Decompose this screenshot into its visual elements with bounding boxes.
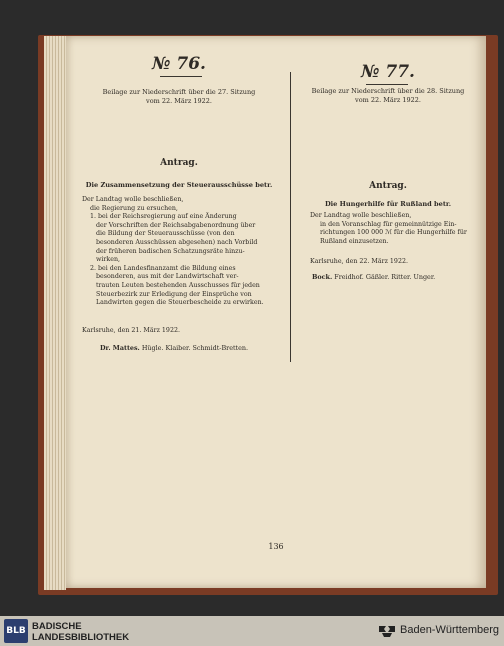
- body-line: besonderen Ausschüssen abgesehen) nach Vorbild: [96, 238, 258, 246]
- lead-signer: Dr. Mattes.: [100, 344, 140, 352]
- beilage-line-2: vom 22. März 1922.: [355, 96, 421, 104]
- body-line: die Bildung der Steuerausschüsse (von den: [96, 230, 235, 238]
- library-name-line-2: LANDESBIBLIOTHEK: [32, 632, 130, 643]
- body-line: Der Landtag wolle beschließen,: [310, 212, 412, 219]
- body-line: Der Landtag wolle beschließen,: [82, 196, 184, 203]
- co-signers: Hügle. Klaiber. Schmidt-Bretten.: [141, 344, 249, 352]
- document-page: [66, 36, 486, 588]
- motion-body: [310, 212, 480, 246]
- footer-bar: [0, 616, 504, 646]
- subject-line: Die Zusammensetzung der Steuerausschüsse betr.: [85, 181, 273, 189]
- body-line: trauten Leuten bestehenden Ausschusses für jeden: [96, 281, 260, 289]
- body-line: der früheren badischen Schatzungsräte hinzu-: [96, 247, 245, 255]
- subject-line: Die Hungerhilfe für Rußland betr.: [324, 200, 452, 208]
- body-line: richtungen 100 000 ℳ für die Hungerhilfe für: [320, 229, 467, 237]
- antrag-heading: Antrag.: [369, 181, 407, 191]
- antrag-heading: Antrag.: [160, 158, 198, 168]
- body-line: 1. bei der Reichsregierung auf eine Änderung: [90, 213, 237, 221]
- signatories: [100, 344, 248, 352]
- place-date: Karlsruhe, den 21. März 1922.: [82, 327, 180, 334]
- signatories: [312, 273, 435, 281]
- beilage-line-2: vom 22. März 1922.: [146, 97, 212, 105]
- body-line: 2. bei den Landesfinanzamt die Bildung eines: [90, 264, 236, 272]
- blb-logo[interactable]: BLB: [4, 619, 28, 643]
- body-line: besonderen, aus mit der Landwirtschaft ver-: [96, 273, 239, 281]
- body-line: wirken,: [96, 256, 121, 264]
- place-date: Karlsruhe, den 22. März 1922.: [310, 258, 408, 265]
- document-number: № 77.: [361, 62, 415, 82]
- page-edges: [44, 36, 66, 590]
- body-line: die Regierung zu ersuchen,: [90, 204, 178, 212]
- motion-body: [76, 196, 286, 308]
- library-name-line-1: BADISCHE: [32, 621, 82, 632]
- column-divider: [290, 72, 291, 362]
- number-underline: [366, 84, 408, 85]
- body-line: in den Voranschlag für gemeinnützige Ein-: [320, 220, 457, 228]
- lead-signer: Bock.: [312, 273, 333, 281]
- beilage-line-1: Beilage zur Niederschrift über die 27. Sitzung: [102, 88, 256, 96]
- body-line: Landwirten gegen die Steuerbescheide zu erwirken.: [96, 299, 264, 307]
- body-line: der Vorschriften der Reichsabgabenordnung über: [96, 221, 256, 229]
- document-number: № 76.: [152, 54, 206, 74]
- page-number: 136: [268, 542, 284, 551]
- lions-crest-icon: [378, 624, 396, 638]
- body-line: Steuerbezirk zur Erledigung der Einsprüche von: [96, 290, 252, 298]
- beilage-line-1: Beilage zur Niederschrift über die 28. Sitzung: [311, 87, 465, 95]
- number-underline: [160, 76, 202, 77]
- state-name[interactable]: Baden-Württemberg: [400, 624, 500, 636]
- co-signers: Freidhof. Gäßler. Ritter. Unger.: [334, 273, 436, 281]
- body-line: Rußland einzusetzen.: [320, 237, 389, 245]
- library-name[interactable]: [32, 621, 129, 643]
